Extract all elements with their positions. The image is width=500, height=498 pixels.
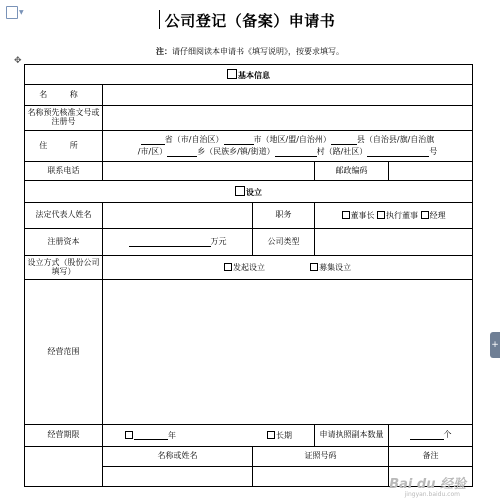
fill-note — [0, 46, 500, 57]
section-basic-info — [25, 65, 473, 85]
label-legal-rep: 法定代表人姓名 — [25, 203, 103, 229]
address-field[interactable] — [103, 131, 473, 162]
addr-village: 村（路/社区） — [316, 146, 368, 156]
term-field[interactable] — [103, 425, 315, 447]
option-public-offer: 募集设立 — [319, 262, 352, 272]
section-setup — [25, 181, 473, 203]
checkbox-chairman[interactable] — [342, 211, 350, 219]
checkbox-manager[interactable] — [421, 211, 429, 219]
label-copies: 申请执照副本数量 — [315, 425, 389, 447]
legal-rep-field[interactable] — [103, 203, 253, 229]
addr-number: 号 — [429, 146, 438, 156]
copies-field[interactable] — [389, 425, 473, 447]
page-title: 公司登记（备案）申请书 — [164, 12, 336, 30]
option-manager: 经理 — [429, 210, 446, 220]
label-company-name: 名 称 — [25, 85, 103, 106]
addr-district: /市/区） — [137, 146, 168, 156]
label-prename-number: 名称预先核准文号或注册号 — [25, 106, 103, 131]
phone-field[interactable] — [103, 162, 315, 181]
section-checkbox[interactable] — [235, 186, 245, 196]
section-basic-label: 基本信息 — [238, 70, 271, 80]
label-company-type: 公司类型 — [253, 229, 315, 256]
addr-city: 市（地区/盟/自治州） — [253, 134, 331, 144]
checkbox-public-offer[interactable] — [310, 263, 318, 271]
term-long-option: 长期 — [276, 430, 293, 440]
option-promoter: 发起设立 — [233, 262, 265, 272]
application-form-table — [24, 64, 473, 487]
label-address: 住 所 — [25, 131, 103, 162]
business-scope-field[interactable] — [103, 280, 473, 425]
watermark-logo: Bai du 经验 — [389, 477, 466, 492]
checkbox-exec-director[interactable] — [377, 211, 385, 219]
option-chairman: 董事长 — [350, 210, 375, 220]
side-panel-toggle[interactable]: + — [490, 332, 500, 358]
shareholder-label-cell — [25, 447, 103, 487]
table-move-handle-icon[interactable]: ✥ — [14, 56, 22, 66]
label-term: 经营期限 — [25, 425, 103, 447]
section-setup-label: 设立 — [246, 187, 263, 197]
prename-number-field[interactable] — [103, 106, 473, 131]
col-header-remark: 备注 — [389, 447, 473, 467]
label-business-scope: 经营范围 — [25, 280, 103, 425]
label-position: 职务 — [253, 203, 315, 229]
capital-unit: 万元 — [210, 236, 227, 246]
label-setup-method: 设立方式（股份公司填写） — [25, 256, 103, 280]
addr-town: 乡（民族乡/镇/街道） — [197, 146, 275, 156]
dropdown-arrow-icon[interactable]: ▼ — [19, 9, 24, 16]
capital-field[interactable] — [103, 229, 253, 256]
note-text: 请仔细阅读本申请书《填写说明》，按要求填写。 — [172, 47, 344, 56]
shareholder-name-cell[interactable] — [103, 467, 253, 487]
shareholder-id-cell[interactable] — [253, 467, 389, 487]
checkbox-term-years[interactable] — [125, 431, 133, 439]
addr-province: 省（市/自治区） — [164, 134, 224, 144]
option-exec-director: 执行董事 — [386, 210, 419, 220]
watermark-url: jingyan.baidu.com — [404, 491, 460, 498]
copies-unit: 个 — [443, 430, 452, 440]
checkbox-promoter[interactable] — [224, 263, 232, 271]
label-postcode: 邮政编码 — [315, 162, 389, 181]
company-name-field[interactable] — [103, 85, 473, 106]
setup-method-options — [103, 256, 473, 280]
checkbox-term-long[interactable] — [267, 431, 275, 439]
col-header-name: 名称或姓名 — [103, 447, 253, 467]
company-type-field[interactable] — [315, 229, 473, 256]
postcode-field[interactable] — [389, 162, 473, 181]
position-options — [315, 203, 473, 229]
label-capital: 注册资本 — [25, 229, 103, 256]
label-phone: 联系电话 — [25, 162, 103, 181]
term-year-unit: 年 — [167, 430, 176, 440]
note-label: 注： — [156, 47, 172, 56]
section-checkbox[interactable] — [227, 69, 237, 79]
col-header-id: 证照号码 — [253, 447, 389, 467]
addr-county: 县（自治县/旗/自治旗 — [356, 134, 435, 144]
